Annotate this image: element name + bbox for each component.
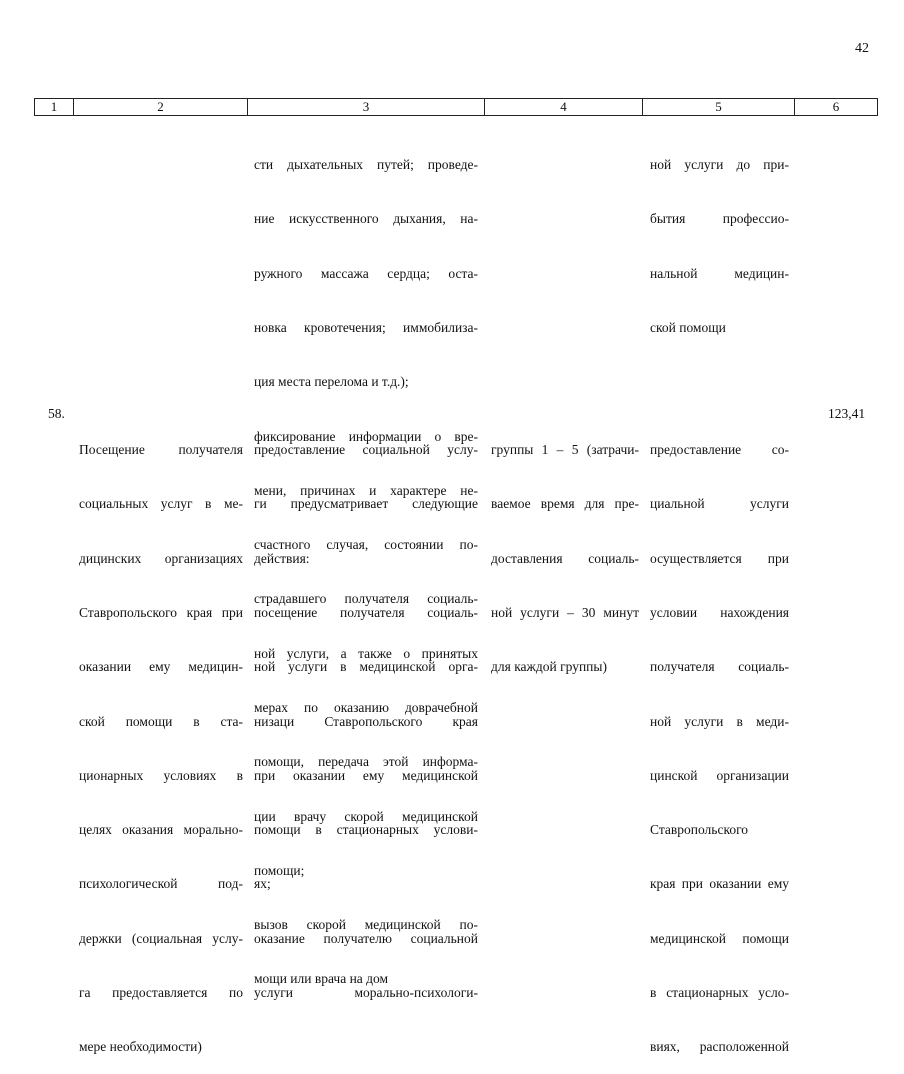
table-header-row	[34, 98, 878, 116]
header-cell-5: 5	[642, 98, 794, 116]
header-cell-1: 1	[34, 98, 73, 116]
header-cell-6: 6	[794, 98, 878, 116]
prev-row-col5-text: ной услуги до при- бытия профессио- нальной медицин- ской помощи	[650, 157, 789, 336]
row-58-number: 58.	[48, 406, 65, 421]
row-58-tariff: 123,41	[828, 406, 866, 421]
row-58-service-name: Посещение получателя социальных услуг в ме- дицинских организациях Ставропольского края при оказании ему медицин- ской помощи в ста- ционарных условиях в целях оказания морально- психологической под- держки (социальная услу- га предоставляется по мере необходимости)	[79, 442, 243, 1055]
page-number: 42	[855, 41, 869, 56]
header-cell-3: 3	[247, 98, 484, 116]
row-58-time-norms: группы 1 – 5 (затрачи- ваемое время для пре- доставления социаль- ной услуги – 30 минут для каждой группы)	[491, 442, 639, 675]
prev-row-col3-text: сти дыхательных путей; проведе- ние искусственного дыхания, на- ружного массажа сердца; оста- новка кровотечения; иммобилиза- ция места перелома и т.д.); фиксирование информации о вре- мени, причинах и характере не- счастного случая, состоянии по- страдавшего получателя социаль- ной услуги, а также о принятых мерах по оказанию доврачебной помощи, передача этой информа- ции врачу скорой медицинской помощи; вызов скорой медицинской по- мощи или врача на дом	[254, 157, 478, 987]
header-cell-4: 4	[484, 98, 642, 116]
row-58-actions: предоставление социальной услу- ги предусматривает следующие действия: посещение получателя социаль- ной услуги в медицинской орга- низаци Ставропольского края при оказании ему медицинской помощи в стационарных услови- ях; оказание получателю социальной услуги морально-психологи-	[254, 442, 478, 1000]
header-cell-2: 2	[73, 98, 247, 116]
row-58-conditions: предоставление со- циальной услуги осуществляется при условии нахождения получателя социаль- ной услуги в меди- цинской организации Ставропольского края при оказании ему медицинской помощи в стационарных усло- виях, расположенной	[650, 442, 789, 1055]
